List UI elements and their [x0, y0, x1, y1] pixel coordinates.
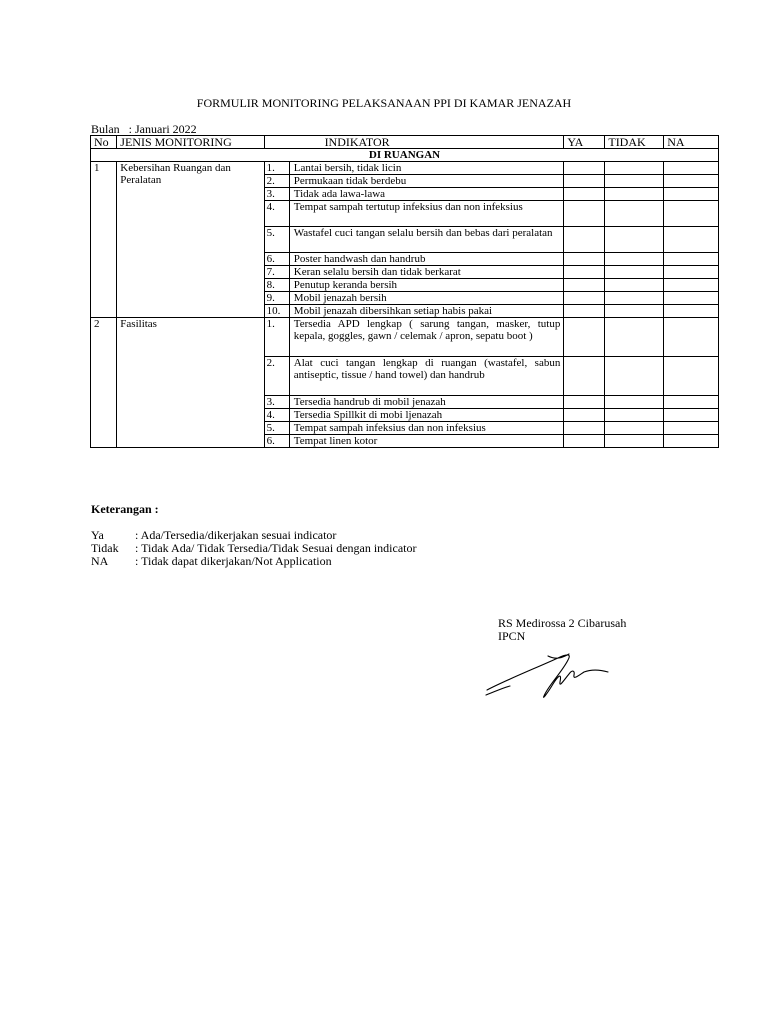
check-cell-tidak[interactable] [605, 175, 664, 188]
indicator-number: 3. [264, 188, 289, 201]
indicator-text: Tidak ada lawa-lawa [289, 188, 564, 201]
check-cell-na[interactable] [664, 253, 719, 266]
check-cell-tidak[interactable] [605, 435, 664, 448]
signature-block [498, 617, 626, 643]
indicator-number: 1. [264, 162, 289, 175]
indicator-text: Penutup keranda bersih [289, 279, 564, 292]
jenis-monitoring: Kebersihan Ruangan dan Peralatan [117, 162, 264, 318]
indicator-number: 5. [264, 422, 289, 435]
bulan-value: : Januari 2022 [128, 122, 197, 136]
indicator-number: 8. [264, 279, 289, 292]
hospital-name: RS Medirossa 2 Cibarusah [498, 616, 627, 630]
signature-image [484, 648, 619, 700]
indicator-text: Tempat sampah tertutup infeksius dan non infeksius [289, 201, 564, 227]
check-cell-na[interactable] [664, 292, 719, 305]
check-cell-tidak[interactable] [605, 305, 664, 318]
keterangan-title: Keterangan : [91, 502, 159, 516]
header-indikator: INDIKATOR [264, 136, 564, 149]
keterangan-desc: : Ada/Tersedia/dikerjakan sesuai indicator [135, 528, 337, 542]
indicator-number: 6. [264, 435, 289, 448]
check-cell-na[interactable] [664, 357, 719, 396]
check-cell-tidak[interactable] [605, 266, 664, 279]
check-cell-na[interactable] [664, 435, 719, 448]
monitoring-table [90, 135, 719, 448]
row-no: 2 [91, 318, 117, 448]
check-cell-ya[interactable] [564, 227, 605, 253]
check-cell-ya[interactable] [564, 201, 605, 227]
indicator-text: Poster handwash dan handrub [289, 253, 564, 266]
keterangan-na [91, 555, 332, 568]
keterangan-desc: : Tidak dapat dikerjakan/Not Application [135, 554, 332, 568]
indicator-text: Keran selalu bersih dan tidak berkarat [289, 266, 564, 279]
check-cell-na[interactable] [664, 422, 719, 435]
check-cell-na[interactable] [664, 305, 719, 318]
check-cell-ya[interactable] [564, 318, 605, 357]
check-cell-ya[interactable] [564, 162, 605, 175]
check-cell-ya[interactable] [564, 292, 605, 305]
indicator-number: 9. [264, 292, 289, 305]
check-cell-ya[interactable] [564, 422, 605, 435]
check-cell-tidak[interactable] [605, 253, 664, 266]
header-ya: YA [564, 136, 605, 149]
check-cell-na[interactable] [664, 279, 719, 292]
indicator-text: Tersedia Spillkit di mobi ljenazah [289, 409, 564, 422]
indicator-number: 2. [264, 175, 289, 188]
header-jenis: JENIS MONITORING [117, 136, 264, 149]
indicator-text: Wastafel cuci tangan selalu bersih dan bebas dari peralatan [289, 227, 564, 253]
indicator-number: 5. [264, 227, 289, 253]
table-row [91, 162, 719, 175]
check-cell-na[interactable] [664, 188, 719, 201]
indicator-number: 4. [264, 201, 289, 227]
indicator-text: Mobil jenazah dibersihkan setiap habis pakai [289, 305, 564, 318]
indicator-text: Tempat linen kotor [289, 435, 564, 448]
table-header-row [91, 136, 719, 149]
form-title: FORMULIR MONITORING PELAKSANAAN PPI DI KAMAR JENAZAH [196, 96, 572, 110]
indicator-number: 10. [264, 305, 289, 318]
header-tidak: TIDAK [605, 136, 664, 149]
check-cell-tidak[interactable] [605, 279, 664, 292]
check-cell-na[interactable] [664, 175, 719, 188]
indicator-text: Alat cuci tangan lengkap di ruangan (wastafel, sabun antiseptic, tissue / hand towel) dan handrub [289, 357, 564, 396]
indicator-text: Mobil jenazah bersih [289, 292, 564, 305]
keterangan-key: NA [91, 554, 109, 568]
row-no: 1 [91, 162, 117, 318]
keterangan-key: Tidak [91, 541, 119, 555]
check-cell-tidak[interactable] [605, 409, 664, 422]
bulan-label: Bulan [91, 122, 120, 136]
check-cell-ya[interactable] [564, 396, 605, 409]
indicator-number: 2. [264, 357, 289, 396]
check-cell-tidak[interactable] [605, 292, 664, 305]
indicator-number: 4. [264, 409, 289, 422]
check-cell-tidak[interactable] [605, 422, 664, 435]
section-row [91, 149, 719, 162]
indicator-text: Tersedia APD lengkap ( sarung tangan, masker, tutup kepala, goggles, gawn / celemak / apron, sepatu boot ) [289, 318, 564, 357]
check-cell-tidak[interactable] [605, 227, 664, 253]
indicator-text: Permukaan tidak berdebu [289, 175, 564, 188]
keterangan-key: Ya [91, 528, 104, 542]
check-cell-na[interactable] [664, 318, 719, 357]
check-cell-ya[interactable] [564, 266, 605, 279]
check-cell-tidak[interactable] [605, 162, 664, 175]
check-cell-na[interactable] [664, 396, 719, 409]
check-cell-ya[interactable] [564, 305, 605, 318]
check-cell-ya[interactable] [564, 188, 605, 201]
check-cell-na[interactable] [664, 201, 719, 227]
check-cell-na[interactable] [664, 227, 719, 253]
check-cell-ya[interactable] [564, 175, 605, 188]
check-cell-ya[interactable] [564, 253, 605, 266]
check-cell-na[interactable] [664, 409, 719, 422]
indicator-number: 6. [264, 253, 289, 266]
table-row [91, 318, 719, 357]
check-cell-tidak[interactable] [605, 318, 664, 357]
indicator-text: Lantai bersih, tidak licin [289, 162, 564, 175]
check-cell-na[interactable] [664, 162, 719, 175]
section-title: DI RUANGAN [91, 149, 719, 162]
check-cell-ya[interactable] [564, 357, 605, 396]
check-cell-tidak[interactable] [605, 201, 664, 227]
jenis-monitoring: Fasilitas [117, 318, 264, 448]
check-cell-ya[interactable] [564, 435, 605, 448]
keterangan-desc: : Tidak Ada/ Tidak Tersedia/Tidak Sesuai dengan indicator [135, 541, 417, 555]
indicator-number: 1. [264, 318, 289, 357]
check-cell-tidak[interactable] [605, 188, 664, 201]
check-cell-tidak[interactable] [605, 396, 664, 409]
indicator-number: 7. [264, 266, 289, 279]
indicator-text: Tempat sampah infeksius dan non infeksius [289, 422, 564, 435]
check-cell-tidak[interactable] [605, 357, 664, 396]
indicator-number: 3. [264, 396, 289, 409]
check-cell-ya[interactable] [564, 279, 605, 292]
header-na: NA [664, 136, 719, 149]
signer-role: IPCN [498, 629, 526, 643]
check-cell-ya[interactable] [564, 409, 605, 422]
check-cell-na[interactable] [664, 266, 719, 279]
indicator-text: Tersedia handrub di mobil jenazah [289, 396, 564, 409]
header-no: No [91, 136, 117, 149]
